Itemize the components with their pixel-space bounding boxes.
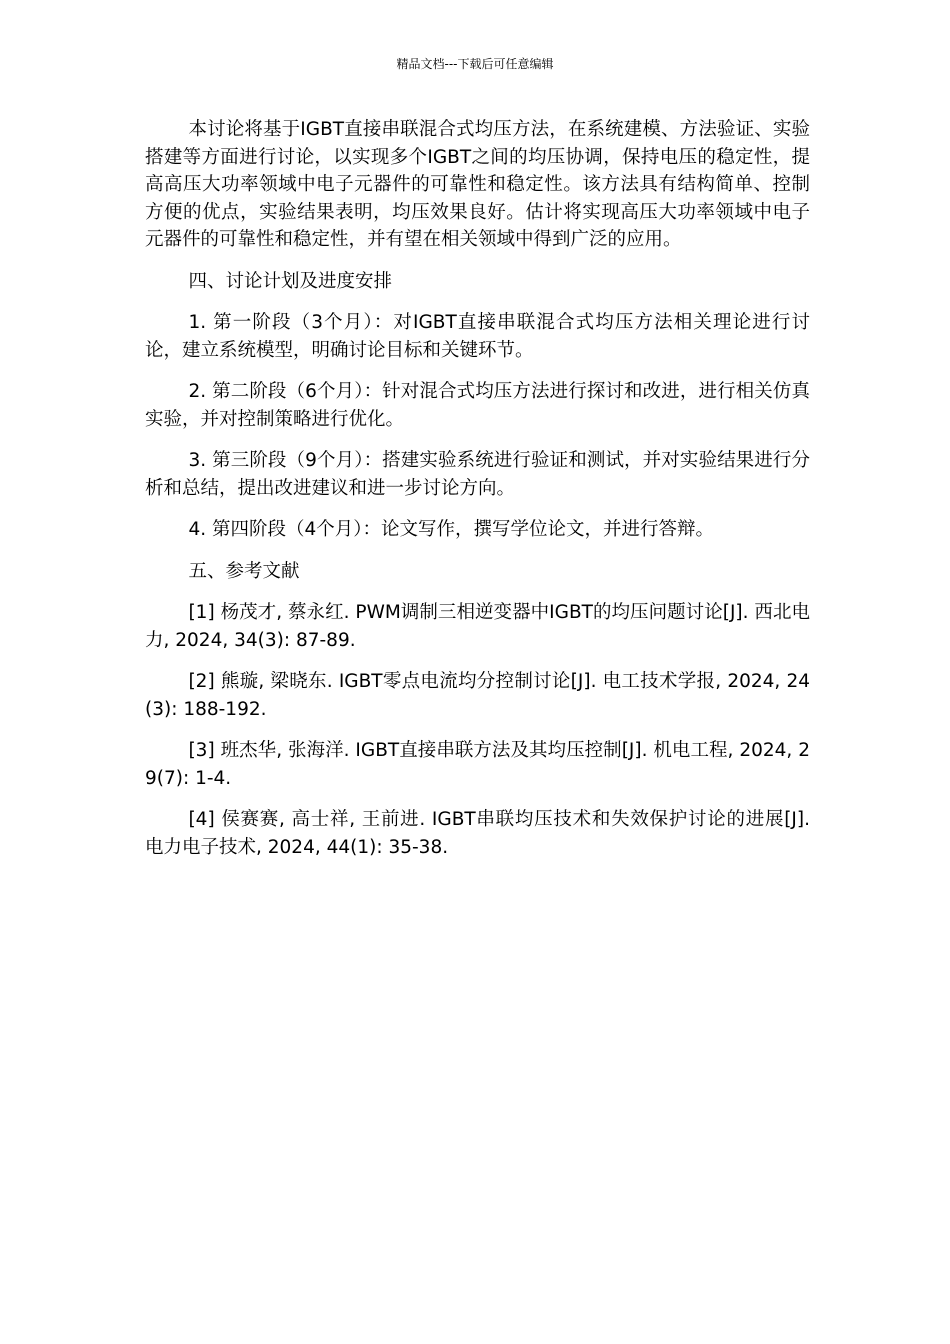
document-body <box>145 116 810 875</box>
reference-3: [3] 班杰华, 张海洋. IGBT直接串联方法及其均压控制[J]. 机电工程, 2024, 29(7): 1-4. <box>145 740 810 789</box>
reference-1: [1] 杨茂才, 蔡永红. PWM调制三相逆变器中IGBT的均压问题讨论[J]. 西北电力, 2024, 34(3): 87-89. <box>145 602 810 651</box>
reference-2: [2] 熊璇, 梁晓东. IGBT零点电流均分控制讨论[J]. 电工技术学报, 2024, 24(3): 188-192. <box>145 671 810 720</box>
plan-item-1: 1. 第一阶段（3个月）：对IGBT直接串联混合式均压方法相关理论进行讨论，建立系统模型，明确讨论目标和关键环节。 <box>145 312 810 361</box>
page-header: 精品文档---下载后可任意编辑 <box>396 57 554 71</box>
reference-4: [4] 侯赛赛, 高士祥, 王前进. IGBT串联均压技术和失效保护讨论的进展[J]. 电力电子技术, 2024, 44(1): 35-38. <box>145 809 810 858</box>
plan-item-2: 2. 第二阶段（6个月）：针对混合式均压方法进行探讨和改进，进行相关仿真实验，并对控制策略进行优化。 <box>145 381 810 430</box>
section-5-heading: 五、参考文献 <box>188 560 300 582</box>
section-4-heading: 四、讨论计划及进度安排 <box>188 270 392 292</box>
plan-item-4: 4. 第四阶段（4个月）：论文写作，撰写学位论文，并进行答辩。 <box>188 519 715 540</box>
plan-item-3: 3. 第三阶段（9个月）：搭建实验系统进行验证和测试，并对实验结果进行分析和总结，提出改进建议和进一步讨论方向。 <box>145 450 810 499</box>
intro-paragraph: 本讨论将基于IGBT直接串联混合式均压方法，在系统建模、方法验证、实验搭建等方面进行讨论，以实现多个IGBT之间的均压协调，保持电压的稳定性，提高高压大功率领域中电子元器件的可靠性和稳定性。该方法具有结构简单、控制方便的优点，实验结果表明，均压效果良好。估计将实现高压大功率领域中电子元器件的可靠性和稳定性，并有望在相关领域中得到广泛的应用。 <box>145 119 810 250</box>
